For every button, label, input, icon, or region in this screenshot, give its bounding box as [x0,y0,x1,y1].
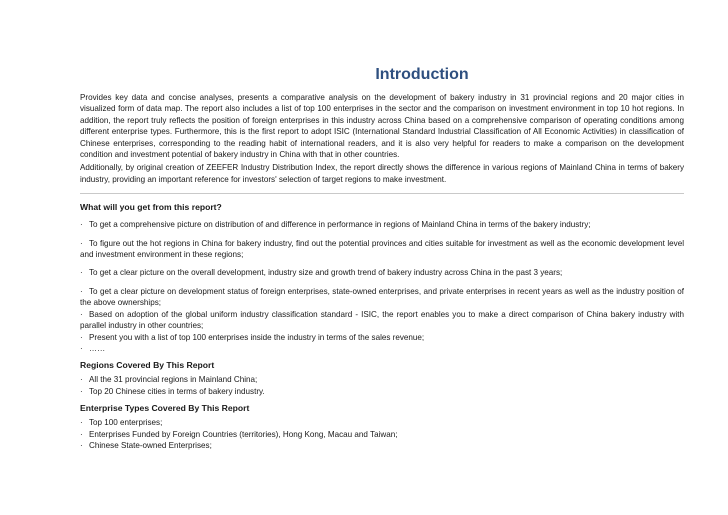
bullet-icon: · [80,386,83,396]
list-item: · Top 20 Chinese cities in terms of bakery industry. [80,386,265,396]
bullet-icon: · [80,309,83,319]
bullet-icon: · [80,429,83,439]
bullet-icon: · [80,332,83,342]
benefits-list-continued [80,286,684,354]
regions-heading: Regions Covered By This Report [80,360,215,371]
list-item: · Present you with a list of top 100 enterprises inside the industry in terms of the sales revenue; [80,332,425,342]
bullet-icon: · [80,238,83,248]
bullet-icon: · [80,375,83,385]
bullet-icon: · [80,418,83,428]
page-title: Introduction [375,66,469,83]
bullet-icon: · [80,286,83,296]
list-item: · …… [80,343,106,353]
list-item: · Chinese State-owned Enterprises; [80,440,212,450]
intro-paragraph: Provides key data and concise analyses, presents a comparative analysis on the development of bakery industry in 31 provincial regions and 20 major cities in visualized form of data map. The report also includes a list of top 100 enterprises in the sector and the comparison on investment environment in top 10 hot regions. In addition, the report truly reflects the position of foreign enterprises in this industry across China based on a comprehensive comparison of operating conditions among different enterprise types. Furthermore, this is the first report to adopt ISIC (International Standard Industrial Classification of All Economic Activities) in classification of Chinese enterprises, corresponding to the reading habit of international readers, and it is also very helpful for readers to make a comparison on the development condition and investment potential of bakery industry in China with that in other countries. [80,93,684,160]
regions-list [80,374,684,397]
bullet-icon: · [80,440,83,450]
list-item: · To get a comprehensive picture on distribution of and difference in performance in regions of Mainland China in terms of the bakery industry; [80,220,591,230]
list-item: · To figure out the hot regions in China for bakery industry, find out the potential provinces and cities suitable for investment as well as the economic development level and investment environment in these regions; [80,238,684,260]
enterprise-types-heading: Enterprise Types Covered By This Report [80,403,250,414]
list-item: · To get a clear picture on development status of foreign enterprises, state-owned enterprises, and private enterprises in recent years as well as the industry position of the above ownerships; [80,286,684,308]
list-item: · To get a clear picture on the overall development, industry size and growth trend of bakery industry across China in the past 3 years; [80,268,563,278]
benefits-list [80,219,684,279]
enterprise-types-list [80,417,684,451]
bullet-icon: · [80,220,83,230]
list-item: · Top 100 enterprises; [80,418,163,428]
list-item: · Enterprises Funded by Foreign Countries (territories), Hong Kong, Macau and Taiwan; [80,429,398,439]
section-divider [80,193,684,194]
list-item: · Based on adoption of the global uniform industry classification standard - ISIC, the report enables you to make a direct comparison of China bakery industry with parallel industry in other countries; [80,309,684,331]
what-you-get-heading: What will you get from this report? [80,202,222,213]
list-item: · All the 31 provincial regions in Mainland China; [80,375,258,385]
intro-paragraph: Additionally, by original creation of ZEEFER Industry Distribution Index, the report directly shows the difference in various regions of Mainland China in terms of bakery industry, providing an important reference for investors' selection of target regions to make investment. [80,163,684,184]
bullet-icon: · [80,268,83,278]
bullet-icon: · [80,343,83,353]
